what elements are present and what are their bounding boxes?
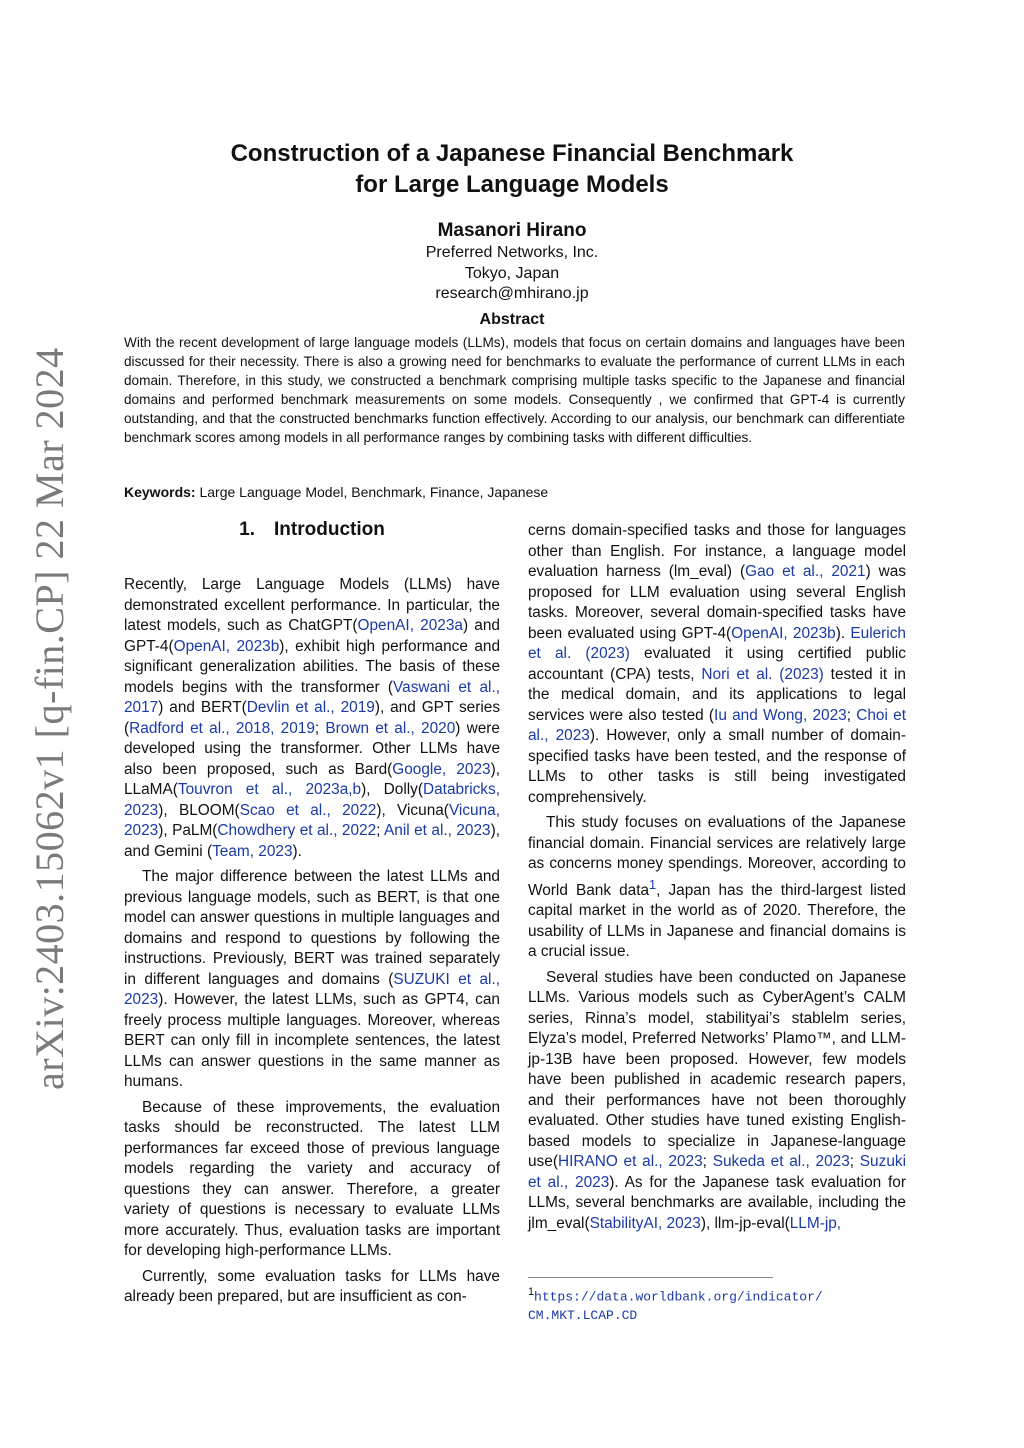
abstract-text: With the recent development of large language models (LLMs), models that focus on certain domains and languages have been discussed for their necessity. There is also a growing need for benchmarks to evaluate the performance of current LLMs in each domain. Therefore, in this study, we constructed a benchmark comprising multiple tasks specific to the Japanese and financial domains and performed benchmark measurements on some models. Consequently , we confirmed that GPT-4 is currently outstanding, and that the constructed benchmarks function effectively. According to our analysis, our benchmark can differentiate benchmark scores among models in all performance ranges by combining tasks with different difficulties. <box>124 335 905 445</box>
citation-link[interactable]: Suzuki et al., 2023 <box>528 1153 906 1191</box>
citation-link[interactable]: Scao et al., 2022 <box>239 801 377 819</box>
intro-paragraph-6: Several studies have been conducted on Japanese LLMs. Various models such as CyberAgent’s CALM series, Rinna’s model, stabilityai’s stablelm series, Elyza’s model, Preferred Networks’ Plamo™, and LLM-jp-13B have been proposed. However, few models have been published in academic research papers, and their performances have not been thoroughly evaluated. Other studies have tuned existing English-based models to specialize in Japanese-language use(HIRANO et al., 2023; Sukeda et al., 2023; Suzuki et al., 2023). As for the Japanese task evaluation for LLMs, several benchmarks are available, including the jlm_eval(StabilityAI, 2023), llm-jp-eval(LLM-jp, <box>528 968 906 1232</box>
citation-link[interactable]: Nori et al. (2023) <box>701 665 824 683</box>
title-line-2: for Large Language Models <box>355 171 669 198</box>
keywords <box>124 484 548 500</box>
paper-title <box>0 138 1024 200</box>
citation-link[interactable]: Devlin et al., 2019 <box>246 699 375 716</box>
citation-link[interactable]: Anil et al., 2023 <box>384 822 491 839</box>
author-block <box>0 218 1024 305</box>
keywords-label: Keywords: <box>124 484 196 500</box>
citation-link[interactable]: Databricks, 2023 <box>124 781 500 819</box>
abstract-heading: Abstract <box>479 311 545 328</box>
author-affiliation: Preferred Networks, Inc. <box>425 244 599 261</box>
intro-paragraph-4: Currently, some evaluation tasks for LLMs have already been prepared, but are insufficient as con- <box>124 1267 500 1305</box>
citation-link[interactable]: OpenAI, 2023a <box>357 617 463 634</box>
citation-link[interactable]: Gao et al., 2021 <box>745 563 866 580</box>
citation-link[interactable]: OpenAI, 2023b <box>731 624 836 642</box>
intro-paragraph-5: This study focuses on evaluations of the Japanese financial domain. Financial services are relatively large as concerns money spendings. Moreover, according to World Bank data$^1$, Japan has the third-largest listed capital market in the world as of 2020. Therefore, the usability of LLMs in Japanese and financial domains is a crucial issue. <box>528 814 906 961</box>
citation-link[interactable]: HIRANO et al., 2023 <box>557 1153 703 1171</box>
author-email[interactable]: research@mhirano.jp <box>435 285 589 302</box>
intro-paragraph-1: Recently, Large Language Models (LLMs) have demonstrated excellent performance. In particular, the latest models, such as ChatGPT(OpenAI, 2023a) and GPT-4(OpenAI, 2023b), exhibit high performance and significant generalization abilities. The basis of these models begins with the transformer (Vaswani et al., 2017) and BERT(Devlin et al., 2019), and GPT series (Radford et al., 2018, 2019; Brown et al., 2020) were developed using the transformer. Other LLMs have also been proposed, such as Bard(Google, 2023), LLaMA(Touvron et al., 2023a,b), Dolly(Databricks, 2023), BLOOM(Scao et al., 2022), Vicuna(Vicuna, 2023), PaLM(Chowdhery et al., 2022; Anil et al., 2023), and Gemini (Team, 2023). <box>124 576 501 860</box>
citation-link[interactable]: SUZUKI et al., 2023 <box>124 970 500 1008</box>
citation-link[interactable]: Touvron et al., 2023a,b <box>177 781 362 798</box>
author-name: Masanori Hirano <box>437 220 587 241</box>
intro-paragraph-4-cont: cerns domain-specified tasks and those for languages other than English. For instance, a language model evaluation harness (lm_eval) (Gao et al., 2021) was proposed for LLM evaluation using several English tasks. Moreover, several domain-specified tasks have been evaluated using GPT-4(OpenAI, 2023b). Eulerich et al. (2023) evaluated it using certified public accountant (CPA) tests, Nori et al. (2023) tested it in the medical domain, and its applications to legal services were also tested (Iu and Wong, 2023; Choi et al., 2023). However, only a small number of domain-specified tasks have been tested, and the response of LLMs to other tasks is still being investigated comprehensively. <box>528 522 906 806</box>
citation-link[interactable]: Chowdhery et al., 2022 <box>217 822 377 839</box>
citation-link[interactable]: Eulerich et al. (2023) <box>528 624 906 662</box>
citation-link[interactable]: Iu and Wong, 2023 <box>714 706 847 724</box>
footnote <box>528 1283 908 1325</box>
citation-link[interactable]: OpenAI, 2023b <box>173 637 280 655</box>
left-column <box>124 515 500 1313</box>
citation-link[interactable]: LLM-jp, <box>789 1214 842 1232</box>
footnote-url-line-1[interactable]: https://data.worldbank.org/indicator/ <box>534 1289 823 1305</box>
keywords-list: Large Language Model, Benchmark, Finance, Japanese <box>199 484 549 500</box>
citation-link[interactable]: Google, 2023 <box>392 760 491 778</box>
citation-link[interactable]: Radford et al., 2018, 2019 <box>129 719 315 737</box>
citation-link[interactable]: Vicuna, 2023 <box>124 801 500 839</box>
section-title: 1. Introduction <box>239 519 385 540</box>
footnote-url-line-2[interactable]: CM.MKT.LCAP.CD <box>528 1308 638 1324</box>
right-column <box>528 521 906 1239</box>
citation-link[interactable]: Choi et al., 2023 <box>528 706 906 744</box>
citation-link[interactable]: Brown et al., 2020 <box>325 719 456 737</box>
intro-paragraph-3: Because of these improvements, the evaluation tasks should be reconstructed. The latest LLM performances far exceed those of previous language models regarding the variety and accuracy of questions they can answer. Therefore, a greater variety of questions is necessary to evaluate LLMs more accurately. Thus, evaluation tasks are important for developing high-performance LLMs. <box>124 1098 500 1259</box>
footnote-marker[interactable]: 1 <box>649 876 657 892</box>
citation-link[interactable]: Vaswani et al., 2017 <box>124 678 501 716</box>
author-location: Tokyo, Japan <box>464 264 560 282</box>
footnote-number: 1 <box>528 1286 535 1298</box>
footnote-divider <box>528 1277 773 1278</box>
citation-link[interactable]: Team, 2023 <box>212 842 293 860</box>
citation-link[interactable]: Sukeda et al., 2023 <box>712 1153 850 1171</box>
citation-link[interactable]: StabilityAI, 2023 <box>589 1214 701 1232</box>
arxiv-identifier: arXiv:2403.15062v1 [q-fin.CP] 22 Mar 2024 <box>27 347 72 1090</box>
title-line-1: Construction of a Japanese Financial Benchmark <box>230 140 794 167</box>
intro-paragraph-2: The major difference between the latest LLMs and previous language models, such as BERT, is that one model can answer questions in multiple languages and domains and respond to questions by following the instructions. Previously, BERT was trained separately in different languages and domains (SUZUKI et al., 2023). However, the latest LLMs, such as GPT4, can freely process multiple languages. Moreover, whereas BERT can only fill in incomplete sentences, the latest LLMs can answer questions in the same manner as humans. <box>124 868 500 1090</box>
